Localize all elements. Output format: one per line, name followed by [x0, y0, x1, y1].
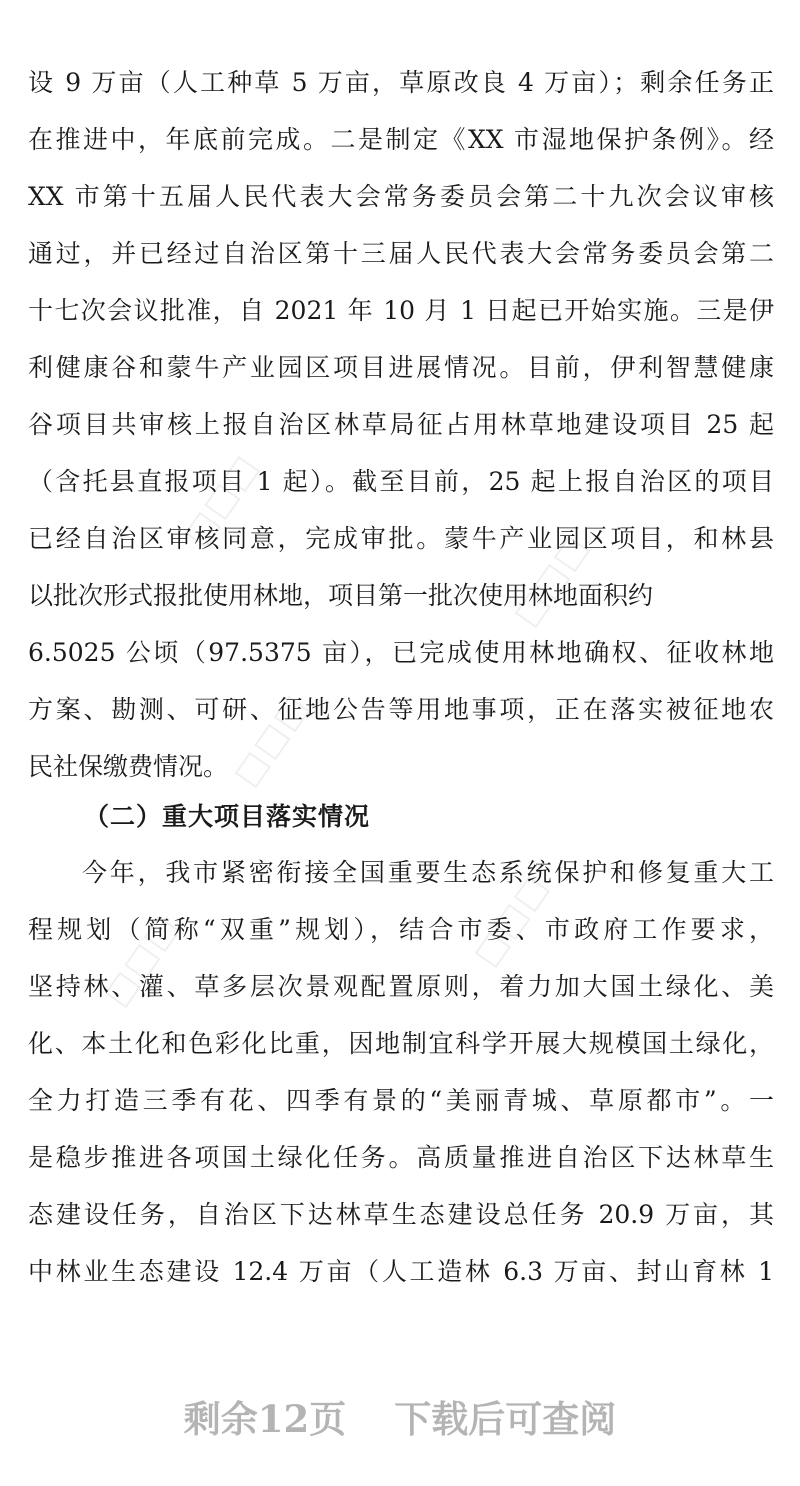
body-line: 已经自治区审核同意，完成审批。蒙牛产业园区项目，和林县 [28, 524, 774, 553]
remaining-pages-label[interactable]: 剩余12页 [183, 1397, 347, 1441]
watermark: □□□ [505, 526, 597, 634]
download-prompt-banner[interactable] [0, 1386, 800, 1446]
body-line: 是稳步推进各项国土绿化任务。高质量推进自治区下达林草生 [28, 1143, 774, 1172]
body-line: （含托县直报项目 1 起）。截至目前，25 起上报自治区的项目 [28, 467, 774, 496]
body-line: 6.5025 公顷（97.5375 亩），已完成使用林地确权、征收林地 [28, 638, 774, 667]
watermark: □□□ [225, 686, 317, 794]
body-line: XX 市第十五届人民代表大会常务委员会第二十九次会议审核 [28, 182, 774, 211]
body-line: 态建设任务，自治区下达林草生态建设总任务 20.9 万亩，其 [28, 1200, 774, 1229]
download-to-view-label[interactable]: 下载后可查阅 [394, 1397, 617, 1441]
body-line: 设 9 万亩（人工种草 5 万亩，草原改良 4 万亩）；剩余任务正 [28, 68, 774, 97]
body-line: 化、本土化和色彩化比重，因地制宜科学开展大规模国土绿化， [28, 1029, 774, 1058]
body-line: 坚持林、灌、草多层次景观配置原则，着力加大国土绿化、美 [28, 972, 774, 1001]
body-line: 在推进中，年底前完成。二是制定《XX 市湿地保护条例》。经 [28, 125, 774, 154]
body-line: 全力打造三季有花、四季有景的“美丽青城、草原都市”。一 [28, 1086, 774, 1115]
body-line: 民社保缴费情况。 [28, 752, 229, 781]
body-line: 通过，并已经过自治区第十三届人民代表大会常务委员会第二 [28, 239, 774, 268]
watermark: □□□ [95, 906, 187, 1014]
body-line: 以批次形式报批使用林地，项目第一批次使用林地面积约 [28, 581, 654, 610]
section-heading: （二）重大项目落实情况 [84, 802, 371, 831]
body-line: 利健康谷和蒙牛产业园区项目进展情况。目前，伊利智慧健康 [28, 353, 774, 382]
body-line: 中林业生态建设 12.4 万亩（人工造林 6.3 万亩、封山育林 1 [28, 1257, 774, 1286]
watermark: □□□ [175, 446, 267, 554]
body-line: 今年，我市紧密衔接全国重要生态系统保护和修复重大工 [82, 858, 774, 887]
body-line: 程规划（简称“双重”规划），结合市委、市政府工作要求， [28, 915, 774, 944]
body-line: 十七次会议批准，自 2021 年 10 月 1 日起已开始实施。三是伊 [28, 296, 774, 325]
watermark: □□□ [465, 866, 557, 974]
body-line: 方案、勘测、可研、征地公告等用地事项，正在落实被征地农 [28, 695, 774, 724]
body-line: 谷项目共审核上报自治区林草局征占用林草地建设项目 25 起 [28, 410, 774, 439]
